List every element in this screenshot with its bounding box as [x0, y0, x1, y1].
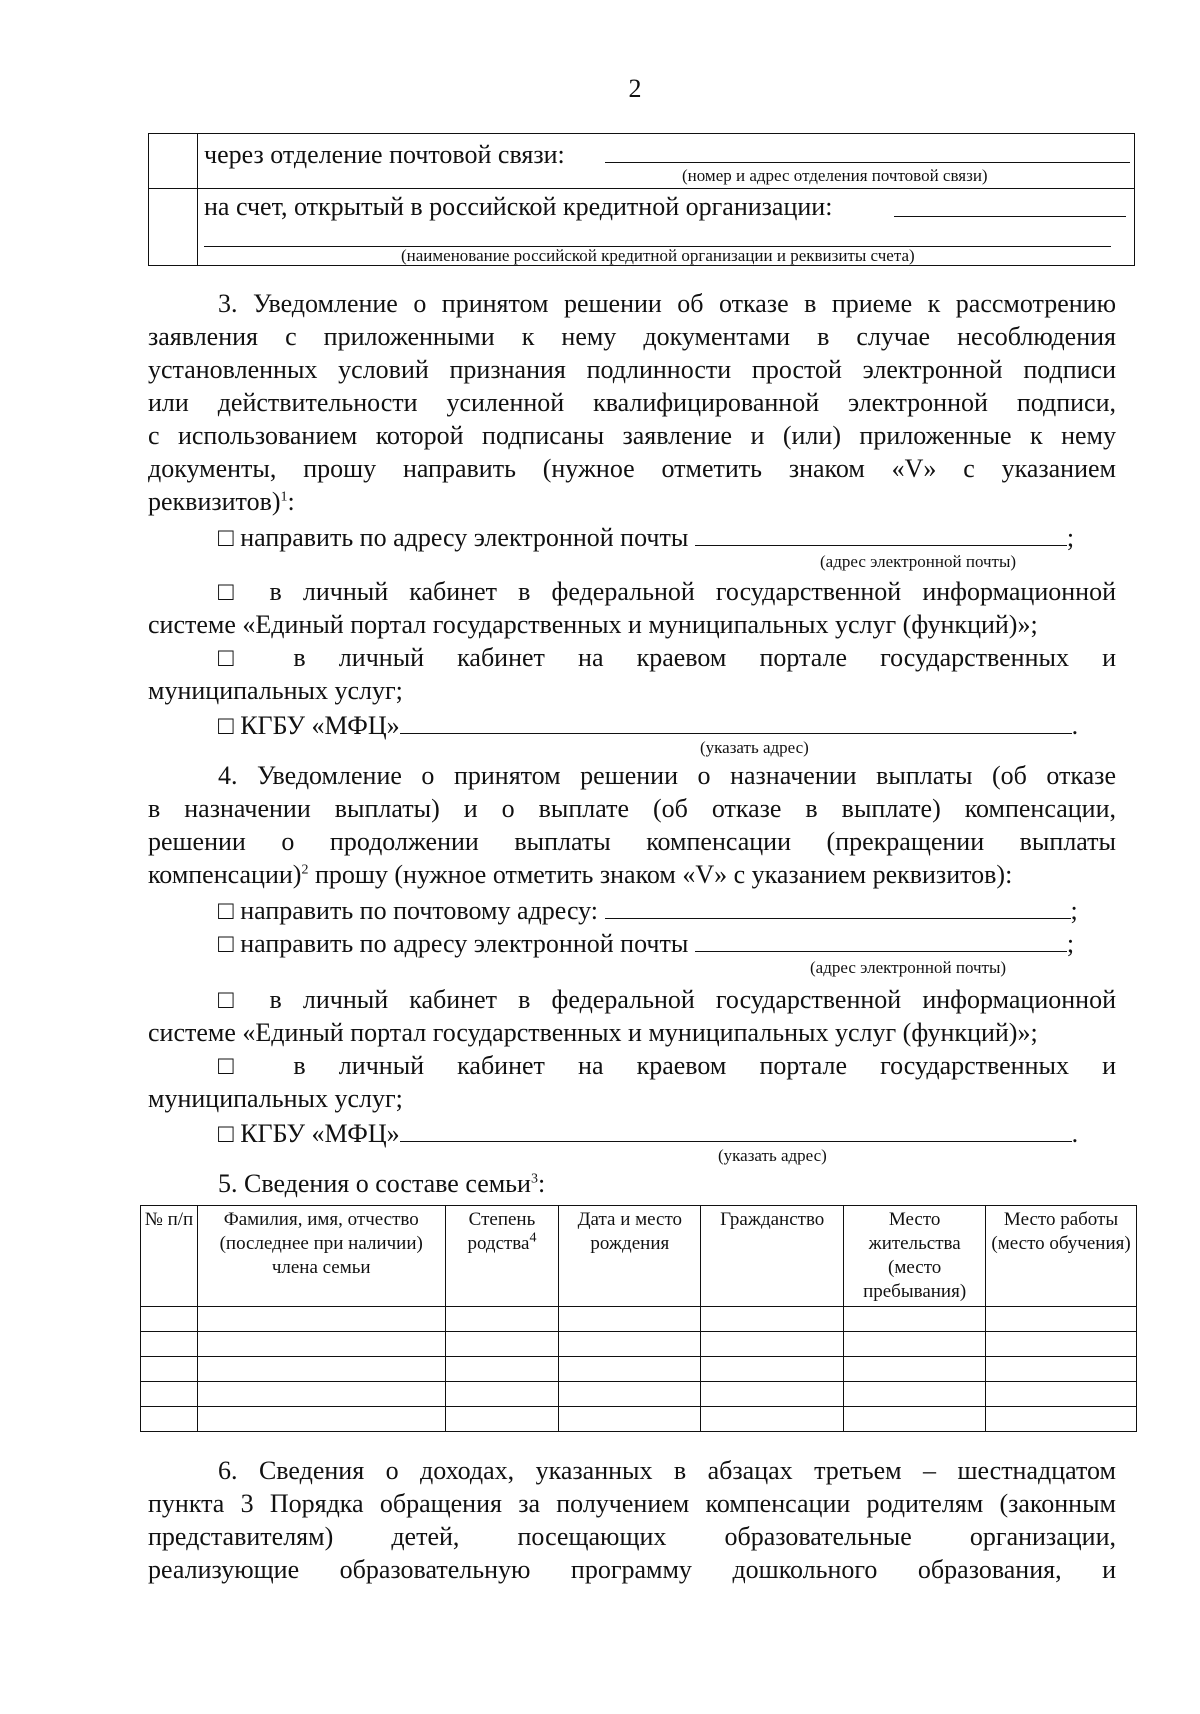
- table-cell[interactable]: [844, 1407, 986, 1432]
- section4-mfc-option[interactable]: □ КГБУ «МФЦ» .: [218, 1119, 1079, 1148]
- postal-office-label: через отделение почтовой связи:: [204, 140, 565, 169]
- section4-mfc-field[interactable]: [400, 1117, 1072, 1142]
- page-number: 2: [628, 74, 642, 103]
- section6-line-1: 6. Сведения о доходах, указанных в абзацах третьем – шестнадцатом: [218, 1456, 1116, 1485]
- section3-mfc-field[interactable]: [400, 709, 1072, 734]
- table-cell[interactable]: [445, 1407, 559, 1432]
- table-row: [141, 1357, 1137, 1382]
- table-row: [141, 1382, 1137, 1407]
- section4-line-2: в назначении выплаты) и о выплате (об отказе в выплате) компенсации,: [148, 794, 1116, 823]
- col-number: № п/п: [141, 1206, 198, 1307]
- postal-office-caption: (номер и адрес отделения почтовой связи): [682, 166, 988, 185]
- section6-line-4: реализующие образовательную программу дошкольного образования, и: [148, 1555, 1116, 1584]
- table-cell[interactable]: [986, 1357, 1137, 1382]
- col-full-name: Фамилия, имя, отчество (последнее при наличии) члена семьи: [197, 1206, 445, 1307]
- section3-gosuslugi-1[interactable]: □ в личный кабинет в федеральной государственной информационной: [218, 577, 1116, 606]
- col-citizenship: Гражданство: [701, 1206, 844, 1307]
- section3-line-4: или действительности усиленной квалифицированной электронной подписи,: [148, 388, 1116, 417]
- table-cell[interactable]: [445, 1332, 559, 1357]
- section4-email-caption: (адрес электронной почты): [810, 958, 1007, 977]
- payment-method-table: [148, 133, 1135, 266]
- bank-account-field-1[interactable]: [894, 216, 1126, 217]
- section3-line-6: документы, прошу направить (нужное отметить знаком «V» с указанием: [148, 454, 1116, 483]
- section3-mfc-option[interactable]: □ КГБУ «МФЦ» .: [218, 711, 1079, 740]
- table-cell[interactable]: [197, 1332, 445, 1357]
- table-cell[interactable]: [844, 1332, 986, 1357]
- table-cell[interactable]: [844, 1307, 986, 1332]
- table-cell[interactable]: [701, 1332, 844, 1357]
- table-row: [141, 1307, 1137, 1332]
- section6-line-2: пункта 3 Порядка обращения за получением компенсации родителям (законным: [148, 1489, 1116, 1518]
- table-row: [141, 1332, 1137, 1357]
- section4-line-1: 4. Уведомление о принятом решении о назначении выплаты (об отказе: [218, 761, 1116, 790]
- table-cell[interactable]: [701, 1407, 844, 1432]
- section4-line-4: компенсации)$^2$ прошу (нужное отметить знаком «V» с указанием реквизитов):: [148, 860, 1013, 889]
- table-cell[interactable]: [559, 1357, 701, 1382]
- table-cell[interactable]: [701, 1382, 844, 1407]
- postal-office-field[interactable]: [605, 162, 1130, 163]
- section3-line-7: реквизитов)$^1$:: [148, 487, 295, 516]
- table-cell[interactable]: [141, 1357, 198, 1382]
- bank-account-caption: (наименование российской кредитной организации и реквизиты счета): [401, 246, 915, 265]
- section3-line-3: установленных условий признания подлинности простой электронной подписи: [148, 355, 1116, 384]
- col-birth: Дата и место рождения: [559, 1206, 701, 1307]
- table-cell[interactable]: [559, 1332, 701, 1357]
- section3-mfc-caption: (указать адрес): [700, 738, 809, 757]
- section4-postal-option[interactable]: □ направить по почтовому адресу: ;: [218, 896, 1078, 925]
- col-work: Место работы (место обучения): [986, 1206, 1137, 1307]
- col-relation: Степень родства$^4$: [445, 1206, 559, 1307]
- section3-line-1: 3. Уведомление о принятом решении об отказе в приеме к рассмотрению: [218, 289, 1116, 318]
- table-cell[interactable]: [141, 1382, 198, 1407]
- table-cell[interactable]: [701, 1307, 844, 1332]
- section3-kraevoy-2: муниципальных услуг;: [148, 676, 403, 705]
- section3-kraevoy-1[interactable]: □ в личный кабинет на краевом портале государственных и: [218, 643, 1116, 672]
- section3-email-field[interactable]: [695, 521, 1067, 546]
- section5-title: 5. Сведения о составе семьи$^3$:: [218, 1169, 546, 1198]
- section4-postal-field[interactable]: [605, 894, 1071, 919]
- section3-gosuslugi-2: системе «Единый портал государственных и муниципальных услуг (функций)»;: [148, 610, 1038, 639]
- table-cell[interactable]: [141, 1307, 198, 1332]
- table-cell[interactable]: [701, 1357, 844, 1382]
- table-cell[interactable]: [197, 1407, 445, 1432]
- section4-kraevoy-2: муниципальных услуг;: [148, 1084, 403, 1113]
- section4-kraevoy-1[interactable]: □ в личный кабинет на краевом портале государственных и: [218, 1051, 1116, 1080]
- bank-account-label: на счет, открытый в российской кредитной организации:: [204, 192, 833, 221]
- section6-line-3: представителям) детей, посещающих образовательные организации,: [148, 1522, 1116, 1551]
- table-cell[interactable]: [197, 1307, 445, 1332]
- section4-line-3: решении о продолжении выплаты компенсации (прекращении выплаты: [148, 827, 1116, 856]
- table-cell[interactable]: [559, 1407, 701, 1432]
- table-cell[interactable]: [986, 1332, 1137, 1357]
- table-cell[interactable]: [986, 1307, 1137, 1332]
- section3-line-2: заявления с приложенными к нему документами в случае несоблюдения: [148, 322, 1116, 351]
- section4-gosuslugi-1[interactable]: □ в личный кабинет в федеральной государственной информационной: [218, 985, 1116, 1014]
- section4-email-field[interactable]: [695, 927, 1067, 952]
- table-cell[interactable]: [141, 1332, 198, 1357]
- table-cell[interactable]: [986, 1407, 1137, 1432]
- section4-email-option[interactable]: □ направить по адресу электронной почты ;: [218, 929, 1075, 958]
- family-table-body: [141, 1307, 1137, 1432]
- family-table: [140, 1205, 1137, 1432]
- section4-gosuslugi-2: системе «Единый портал государственных и муниципальных услуг (функций)»;: [148, 1018, 1038, 1047]
- col-residence: Место жительства (место пребывания): [844, 1206, 986, 1307]
- table-cell[interactable]: [141, 1407, 198, 1432]
- table-cell[interactable]: [445, 1382, 559, 1407]
- table-cell[interactable]: [197, 1382, 445, 1407]
- table-cell[interactable]: [445, 1357, 559, 1382]
- section3-line-5: с использованием которой подписаны заявление и (или) приложенные к нему: [148, 421, 1116, 450]
- section4-mfc-caption: (указать адрес): [718, 1146, 827, 1165]
- table-cell[interactable]: [559, 1382, 701, 1407]
- table-cell[interactable]: [197, 1357, 445, 1382]
- table-cell[interactable]: [844, 1382, 986, 1407]
- table-cell[interactable]: [559, 1307, 701, 1332]
- table-cell[interactable]: [844, 1357, 986, 1382]
- section3-email-caption: (адрес электронной почты): [820, 552, 1017, 571]
- table-cell[interactable]: [986, 1382, 1137, 1407]
- table-row: [141, 1407, 1137, 1432]
- section3-email-option[interactable]: □ направить по адресу электронной почты ;: [218, 523, 1075, 552]
- table-cell[interactable]: [445, 1307, 559, 1332]
